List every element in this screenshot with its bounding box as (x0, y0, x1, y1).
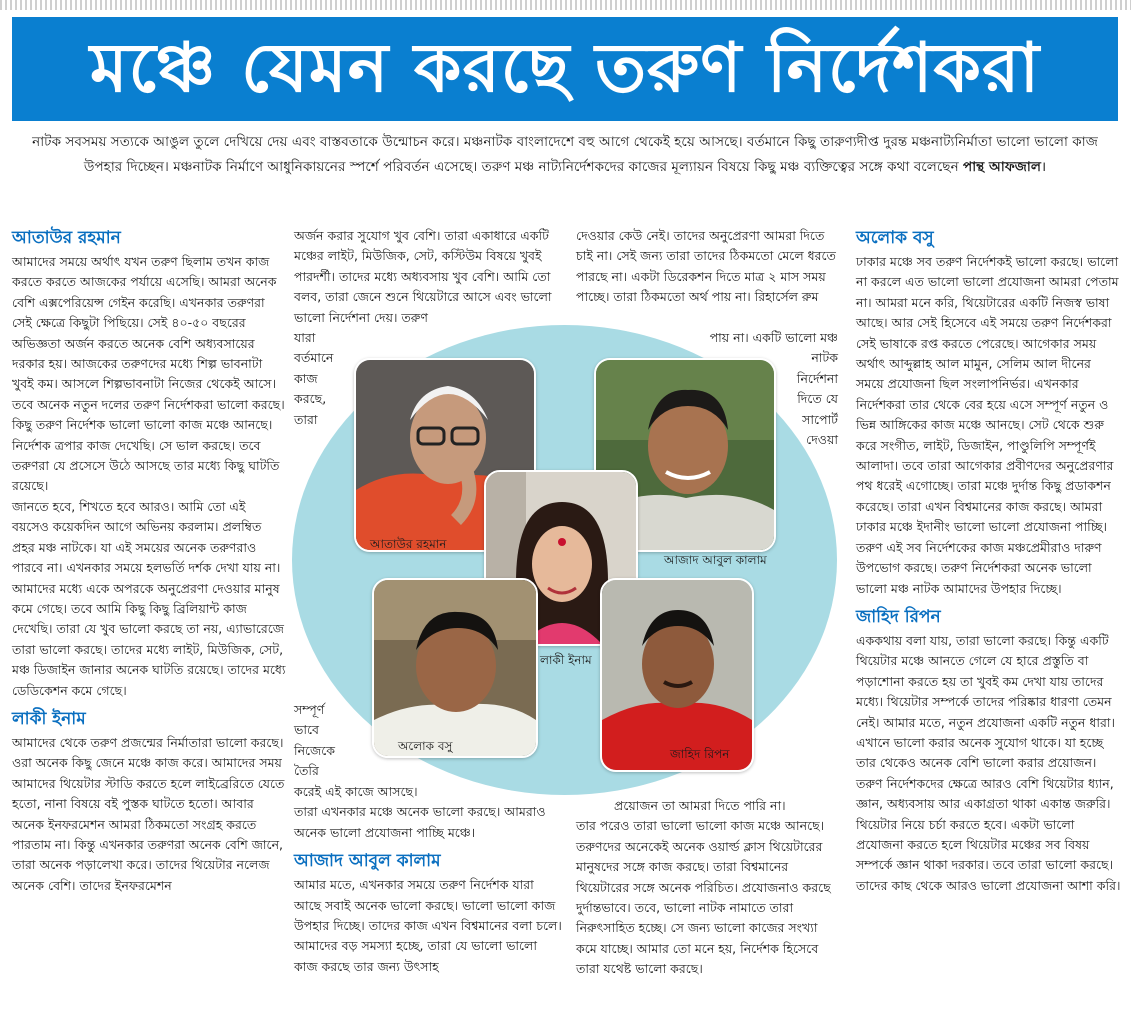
col2-word: বর্তমানে (294, 350, 334, 366)
column-4 (856, 226, 1122, 896)
column-2-top (294, 226, 562, 328)
author-name: পান্থ আফজাল (963, 159, 1041, 175)
portrait-alok (374, 580, 536, 756)
zahid-text-2: তরুণ নির্দেশকদের ক্ষেত্রে আরও বেশি থিয়েটার ধ্যান, জ্ঞান, অধ্যবসায় আর একাগ্রতা থাকা একান্ত জরুরি। থিয়েটার নিয়ে চর্চা করতে হবে। একটা ভালো প্রযোজনা করতে হলে থিয়েটার মঞ্চের সব বিষয় সম্পর্কে জ্ঞান থাকা দরকার। তবে তারা ভালো করছে। তাদের কাছ থেকে আরও ভালো প্রযোজনা আশা করি। (856, 775, 1121, 893)
col3-word: পায় না। একটি ভালো মঞ্চ (709, 330, 838, 345)
photo-zahid (600, 578, 754, 772)
alok-text: ঢাকার মঞ্চে সব তরুণ নির্দেশকই ভালো করছে। ভালো না করলে এত ভালো ভালো প্রযোজনা আমরা পেতাম না। আমরা মনে করি, থিয়েটারের একটি নিজস্ব ভাষা আছে। আর সেই হিসেবে এই সময়ে তরুণ নির্দেশকরা সেই ভাষাকে রপ্ত করতে পেরেছে। আগেকার সময় অর্থাৎ আব্দুল্লাহ আল মামুন, সেলিম আল দীনের সময়ে প্রযোজনা ছিল সংলাপনির্ভর। এখনকার নির্দেশকরা তার থেকে বের হয়ে এসে সম্পূর্ণ নতুন ও ভিন্ন আঙ্গিকের কাজ মঞ্চে আনছে। সেট থেকে শুরু করে সংগীত, লাইট, ডিজাইন, পাণ্ডুলিপি সম্পূর্ণই আলাদা। তবে তারা আগেকার প্রবীণদের অনুপ্রেরণার পথ ধরেই এগোচ্ছে। তারা মঞ্চে দুর্দান্ত কিছু প্রডাকশন করেছে। তারা এখন বিশ্বমানের কাজ করছে। আমরা ঢাকার মঞ্চে ইদানীং ভালো ভালো প্রযোজনা পাচ্ছি। তরুণ এই সব নির্দেশকের কাজ মঞ্চপ্রেমীরাও দারুণ উপভোগ করছে। তরুণ নির্দেশকরা অনেক ভালো ভালো মঞ্চ নাটক আমাদের উপহার দিচ্ছে। (856, 254, 1119, 596)
col3-word: দেওয়া (806, 432, 838, 448)
headline: মঞ্চে যেমন করছে তরুণ নির্দেশকরা (89, 29, 1041, 108)
col2-word: নিজেকে (294, 742, 336, 758)
col2-word: সম্পূর্ণ (294, 702, 325, 717)
heading-zahid: জাহিদ রিপন (856, 606, 941, 627)
col3-word: দিতে যে (797, 391, 838, 407)
col3-b1: প্রয়োজন তা আমরা দিতে পারি না। (614, 798, 786, 813)
column-2-bottom (294, 782, 564, 977)
photo-alok (372, 578, 538, 758)
zahid-text: এককথায় বলা যায়, তারা ভালো করছে। কিন্তু একটি থিয়েটার মঞ্চে আনতে গেলে যে হারে প্রস্তুতি বা পড়াশোনা করতে হয় তা খুবই কম দেখা যায় তাদের মধ্যে। থিয়েটার সম্পর্কে তাদের পরিষ্কার ধারণা তেমন নেই। আমার মতে, নতুন প্রযোজনা একটি নতুন ধারা। এখানে ভালো করার অনেক সুযোগ থাকে। যা হচ্ছে তার থেকেও অনেক বেশি ভালো করার প্রয়োজন। (856, 632, 1115, 771)
caption-ataur: আতাউর রহমান (370, 537, 447, 551)
col2-word: যারা (294, 330, 316, 345)
col3-text: দেওয়ার কেউ নেই। তাদের অনুপ্রেরণা আমরা দিতে চাই না। সেই জন্য তারা তাদের ঠিকমতো মেলে ধরতে পারছে না। একটা ডিরেকশন দিতে মাত্র ২ মাস সময় পাচ্ছে। তারা ঠিকমতো অর্থ পায় না। রিহার্সেল রুম (576, 228, 836, 305)
col3-word: সাপোর্ট (802, 411, 838, 427)
caption-azad: আজাদ আবুল কালাম (664, 553, 767, 567)
col2-tail: তারা এখনকার মঞ্চে অনেক ভালো করছে। আমরাও অনেক ভালো প্রযোজনা পাচ্ছি মঞ্চে। (294, 804, 546, 840)
top-rule (0, 0, 1131, 10)
column-1 (12, 226, 286, 896)
column-3-bottom (576, 796, 838, 980)
col2-word: করছে, (294, 391, 327, 407)
col3-word: নির্দেশনা (796, 370, 838, 386)
heading-alok: অলোক বসু (856, 228, 934, 248)
intro-text: নাটক সবসময় সত্যকে আঙুল তুলে দেখিয়ে দেয় এবং বাস্তবতাকে উন্মোচন করে। মঞ্চনাটক বাংলাদেশে বহু আগে থেকেই হয়ে আসছে। বর্তমানে কিছু তারুণ্যদীপ্ত দুরন্ত মঞ্চনাট্যনির্মাতা ভালো ভালো কাজ উপহার দিচ্ছেন। মঞ্চনাটক নির্মাণে আধুনিকায়নের স্পর্শে পরিবর্তন এসেছে। তরুণ মঞ্চ নাট্যনির্দেশকদের কাজের মূল্যায়ন বিষয়ে কিছু মঞ্চ ব্যক্তিত্বের সঙ্গে কথা বলেছেন (32, 134, 1098, 175)
caption-zahid: জাহিদ রিপন (670, 747, 730, 761)
caption-lucky: লাকী ইনাম (540, 653, 592, 667)
col2-text: অর্জন করার সুযোগ খুব বেশি। তারা একাধারে একটি মঞ্চের লাইট, মিউজিক, সেট, কস্টিউম বিষয়ে খুবই পারদর্শী। তাদের মধ্যে অধ্যবসায় খুব বেশি। আমি তো বলব, তারা জেনে শুনে থিয়েটারে আসে এবং ভালো ভালো নির্দেশনা দেয়। তরুণ (294, 228, 552, 325)
ataur-text-2: জানতে হবে, শিখতে হবে আরও। আমি তো এই বয়সেও কয়েকদিন আগে অভিনয় করলাম। প্রলম্বিত প্রহর মঞ্চ নাটকে। যা এই সময়ের অনেক তরুণরাও পারবে না। এখনকার সময়ে হলভর্তি দর্শক দেখা যায় না। আমাদের মধ্যে একে অপরকে অনুপ্রেরণা দেওয়ার মানুষ কমে গেছে। তবে আমি কিছু কিছু ব্রিলিয়ান্ট কাজ দেখেছি। তারা যে খুব ভালো করছে তা নয়, এ্যাভারেজে তারা ভালো করছে। তাদের মধ্যে লাইট, মিউজিক, সেট, মঞ্চ ডিজাইন জানার অনেক ঘাটতি রয়েছে। তাদের মধ্যে ডেডিকেশন কমে গেছে। (12, 498, 286, 698)
intro-paragraph (18, 130, 1112, 180)
heading-ataur: আতাউর রহমান (12, 228, 121, 248)
heading-azad: আজাদ আবুল কালাম (294, 851, 441, 872)
lucky-text: আমাদের থেকে তরুণ প্রজন্মের নির্মাতারা ভালো করছে। ওরা অনেক কিছু জেনে মঞ্চে কাজ করে। আমাদের সময় আমাদের থিয়েটার স্টাডি করতে হলে লাইব্রেরিতে যেতে হতো, নানা বিষয়ে বই পুস্তক ঘাটতে হতো। আবার অনেক ইনফরমেশন আমরা ঠিকমতো সংগ্রহ করতে পারতাম না। কিন্তু এখনকার তরুণরা অনেক বেশি জানে, তারা অনেক পড়ালেখা করে। তাদের থিয়েটার নলেজ অনেক বেশি। তাদের ইনফরমেশন (12, 734, 285, 893)
heading-lucky: লাকী ইনাম (12, 708, 86, 729)
azad-text: আমার মতে, এখনকার সময়ে তরুণ নির্দেশক যারা আছে সবাই অনেক ভালো করছে। ভালো ভালো কাজ উপহার দিচ্ছে। তাদের কাজ এখন বিশ্বমানের বলা চলে। আমাদের বড় সমস্যা হচ্ছে, তারা যে ভালো ভালো কাজ করছে তার জন্য উৎসাহ (294, 877, 562, 974)
col2-word: তৈরি (294, 763, 319, 779)
col2-word: তারা (294, 411, 318, 427)
ataur-text: আমাদের সময়ে অর্থাৎ যখন তরুণ ছিলাম তখন কাজ করতে করতে আজকের পর্যায়ে এসেছি। আমরা অনেক বেশি এক্সপেরিয়েন্স গেইন করেছি। এখনকার তরুণরা সেই ক্ষেত্রে কিছুটা পিছিয়ে। সেই ৪০-৫০ বছরের অভিজ্ঞতা অর্জন করতে অনেক বেশি অধ্যবসায়ের দরকার হয়। আজকের তরুণদের মধ্যে শিল্প ভাবনাটা খুবই কম। আসলে শিল্পভাবনাটা নিজের থেকেই আসে। তবে অনেক নতুন দলের তরুণ নির্দেশকরা ভালো করছে। কিছু তরুণ নির্দেশক ভালো ভালো কাজ মঞ্চে আনছে। নির্দেশক ত্রপার কাজ দেখেছি। সে ভাল করছে। তবে তরুণরা যে প্রসেসে উঠে আসছে তার মধ্যে কিছু ঘাটতি রয়েছে। (12, 254, 285, 494)
col2-word: ভাবে (294, 722, 319, 738)
col3-word: নাটক (811, 350, 838, 366)
intro-end: । (1040, 159, 1047, 175)
caption-alok: অলোক বসু (398, 739, 453, 753)
portrait-zahid (602, 580, 752, 770)
col2-s5: করেই এই কাজে আসছে। (294, 784, 418, 799)
col2-word: কাজ (294, 370, 318, 386)
headline-banner (12, 17, 1118, 121)
col3-tail: তার পরেও তারা ভালো ভালো কাজ মঞ্চে আনছে। তরুণদের অনেকেই অনেক ওয়ার্ল্ড ক্লাস থিয়েটারের মানুষদের সঙ্গে কাজ করছে। তারা বিশ্বমানের থিয়েটারের সঙ্গে অনেক পরিচিত। প্রযোজনাও করছে দুর্দান্তভাবে। তবে, ভালো নাটক নামাতে তারা নিরুৎসাহিত হচ্ছে। সে জন্য ভালো কাজের সংখ্যা কমে যাচ্ছে। আমার তো মনে হয়, নির্দেশক হিসেবে তারা যথেষ্ট ভালো করছে। (576, 818, 831, 977)
column-3-top (576, 226, 838, 308)
col2-wrap-words-lower (294, 700, 374, 782)
